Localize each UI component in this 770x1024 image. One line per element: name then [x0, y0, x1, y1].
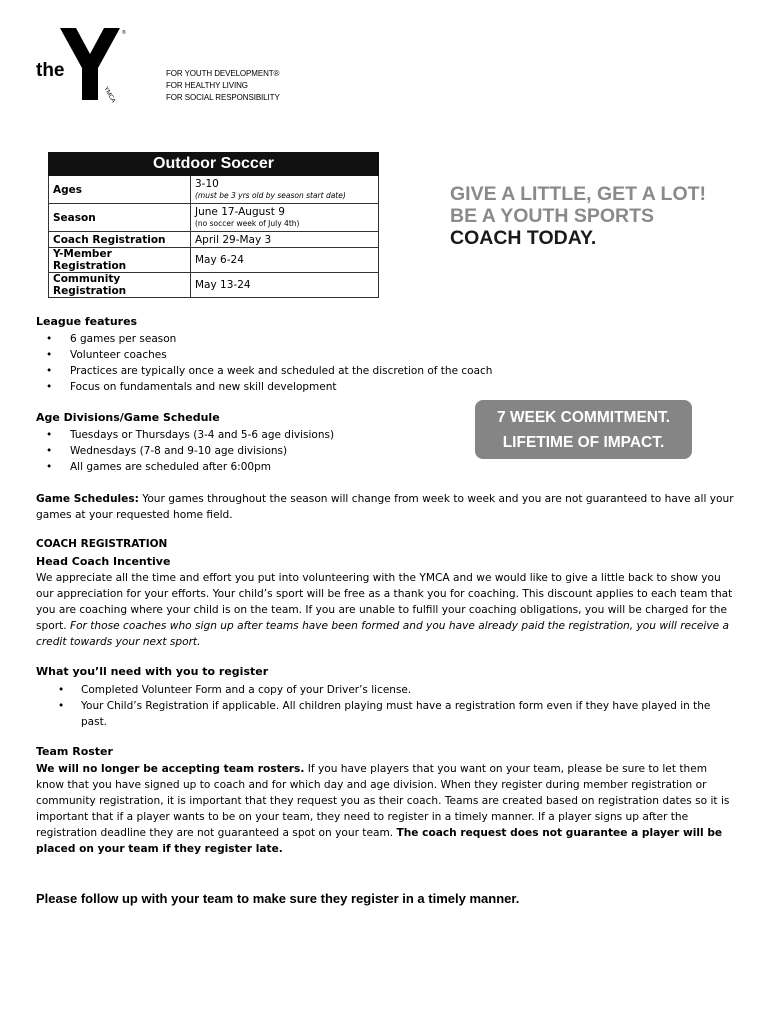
coach-registration-label: Coach Registration — [49, 232, 191, 248]
schedule-title: Outdoor Soccer — [49, 153, 379, 176]
headline-line: COACH TODAY. — [450, 227, 597, 249]
list-item: • Focus on fundamentals and new skill development — [46, 381, 337, 393]
list-item: • Volunteer coaches — [46, 349, 167, 361]
community-registration-value: May 13-24 — [191, 273, 379, 298]
ages-cell — [191, 176, 379, 204]
coach-registration-title: COACH REGISTRATION — [36, 538, 168, 550]
commitment-badge — [475, 400, 692, 459]
badge-line: 7 WEEK COMMITMENT. — [496, 409, 671, 426]
game-schedules-paragraph: Game Schedules: Your games throughout the season will change from week to week and you are not guaranteed to have all your games at your requested home field. — [36, 493, 734, 521]
roster-bold-lead: We will no longer be accepting team rosters. — [36, 763, 305, 775]
ages-note: (must be 3 yrs old by season start date) — [195, 191, 346, 200]
team-roster-title: Team Roster — [36, 745, 113, 758]
headline-line: BE A YOUTH SPORTS — [450, 205, 655, 227]
age-divisions-list — [36, 427, 334, 475]
member-registration-label: Y-Member Registration — [49, 248, 191, 273]
headline-line: GIVE A LITTLE, GET A LOT! — [450, 183, 707, 205]
season-value: June 17-August 9 — [195, 206, 285, 218]
badge-line: LIFETIME OF IMPACT. — [502, 434, 665, 451]
coach-incentive-italic: For those coaches who sign up after teams have been formed and you have already paid the registration, you will receive a credit towards your next sport. — [36, 620, 730, 648]
logo-ymca-text: YMCA — [102, 86, 117, 105]
head-coach-incentive-title: Head Coach Incentive — [36, 555, 171, 568]
logo-y-shape — [60, 28, 120, 100]
ages-label: Ages — [49, 176, 191, 204]
list-item: • Tuesdays or Thursdays (3-4 and 5-6 age divisions) — [46, 429, 335, 441]
tagline-line: FOR YOUTH DEVELOPMENT® — [166, 69, 280, 78]
coach-registration-value: April 29-May 3 — [191, 232, 379, 248]
game-schedules-label: Game Schedules: — [36, 493, 139, 505]
team-roster-paragraph: We will no longer be accepting team rosters. If you have players that you want on your team, please be sure to let them know that you have signed up to coach and for which day and age division. When they register during member registration or community registration, it is important that they request you as their coach. Teams are created based on registration dates so it is important that if a player wants to be on your team, they need to register in a timely manner. If a player signs up after the registration deadline they are not guaranteed a spot on your team. The coach request does not guarantee a player will be placed on your team if they register late. — [36, 763, 730, 855]
coach-incentive-paragraph: We appreciate all the time and effort you put into volunteering with the YMCA and we would like to give a little back to show you our appreciation for your efforts. Your child’s sport will be free as a thank you for coaching. This discount applies to each team that you are coaching where your child is on the team. If you are unable to fulfill your coaching obligations, you will be charged for the sport. For those coaches who sign up after teams have been formed and you have already paid the registration, you will receive a credit towards your next sport. — [36, 572, 733, 648]
league-features-list — [36, 331, 492, 395]
roster-bold-end: The coach request does not guarantee a player will be placed on your team if they register late. — [36, 827, 723, 855]
list-item: • Completed Volunteer Form and a copy of your Driver’s license. — [58, 684, 412, 696]
list-item: • Practices are typically once a week and scheduled at the discretion of the coach — [46, 365, 493, 377]
league-features-title: League features — [36, 315, 138, 328]
list-item: • All games are scheduled after 6:00pm — [46, 461, 271, 473]
season-label: Season — [49, 204, 191, 232]
final-reminder: Please follow up with your team to make sure they register in a timely manner. — [36, 891, 520, 906]
season-note: (no soccer week of July 4th) — [195, 219, 300, 228]
need-list — [48, 682, 738, 730]
tagline — [166, 68, 280, 104]
member-registration-value: May 6-24 — [191, 248, 379, 273]
logo-the-text: the — [36, 60, 65, 81]
schedule-table — [48, 152, 379, 298]
tagline-line: FOR HEALTHY LIVING — [166, 81, 248, 90]
ages-value: 3-10 — [195, 178, 219, 190]
coach-headline — [450, 183, 706, 249]
list-item: • 6 games per season — [46, 333, 177, 345]
logo-tm: ® — [122, 30, 126, 36]
tagline-line: FOR SOCIAL RESPONSIBILITY — [166, 93, 280, 102]
community-registration-label: Community Registration — [49, 273, 191, 298]
list-item: • Your Child’s Registration if applicable. All children playing must have a registration form even if they have played in the past. — [58, 700, 711, 728]
need-title: What you’ll need with you to register — [36, 665, 269, 678]
age-divisions-title: Age Divisions/Game Schedule — [36, 411, 220, 424]
season-cell — [191, 204, 379, 232]
list-item: • Wednesdays (7-8 and 9-10 age divisions) — [46, 445, 288, 457]
